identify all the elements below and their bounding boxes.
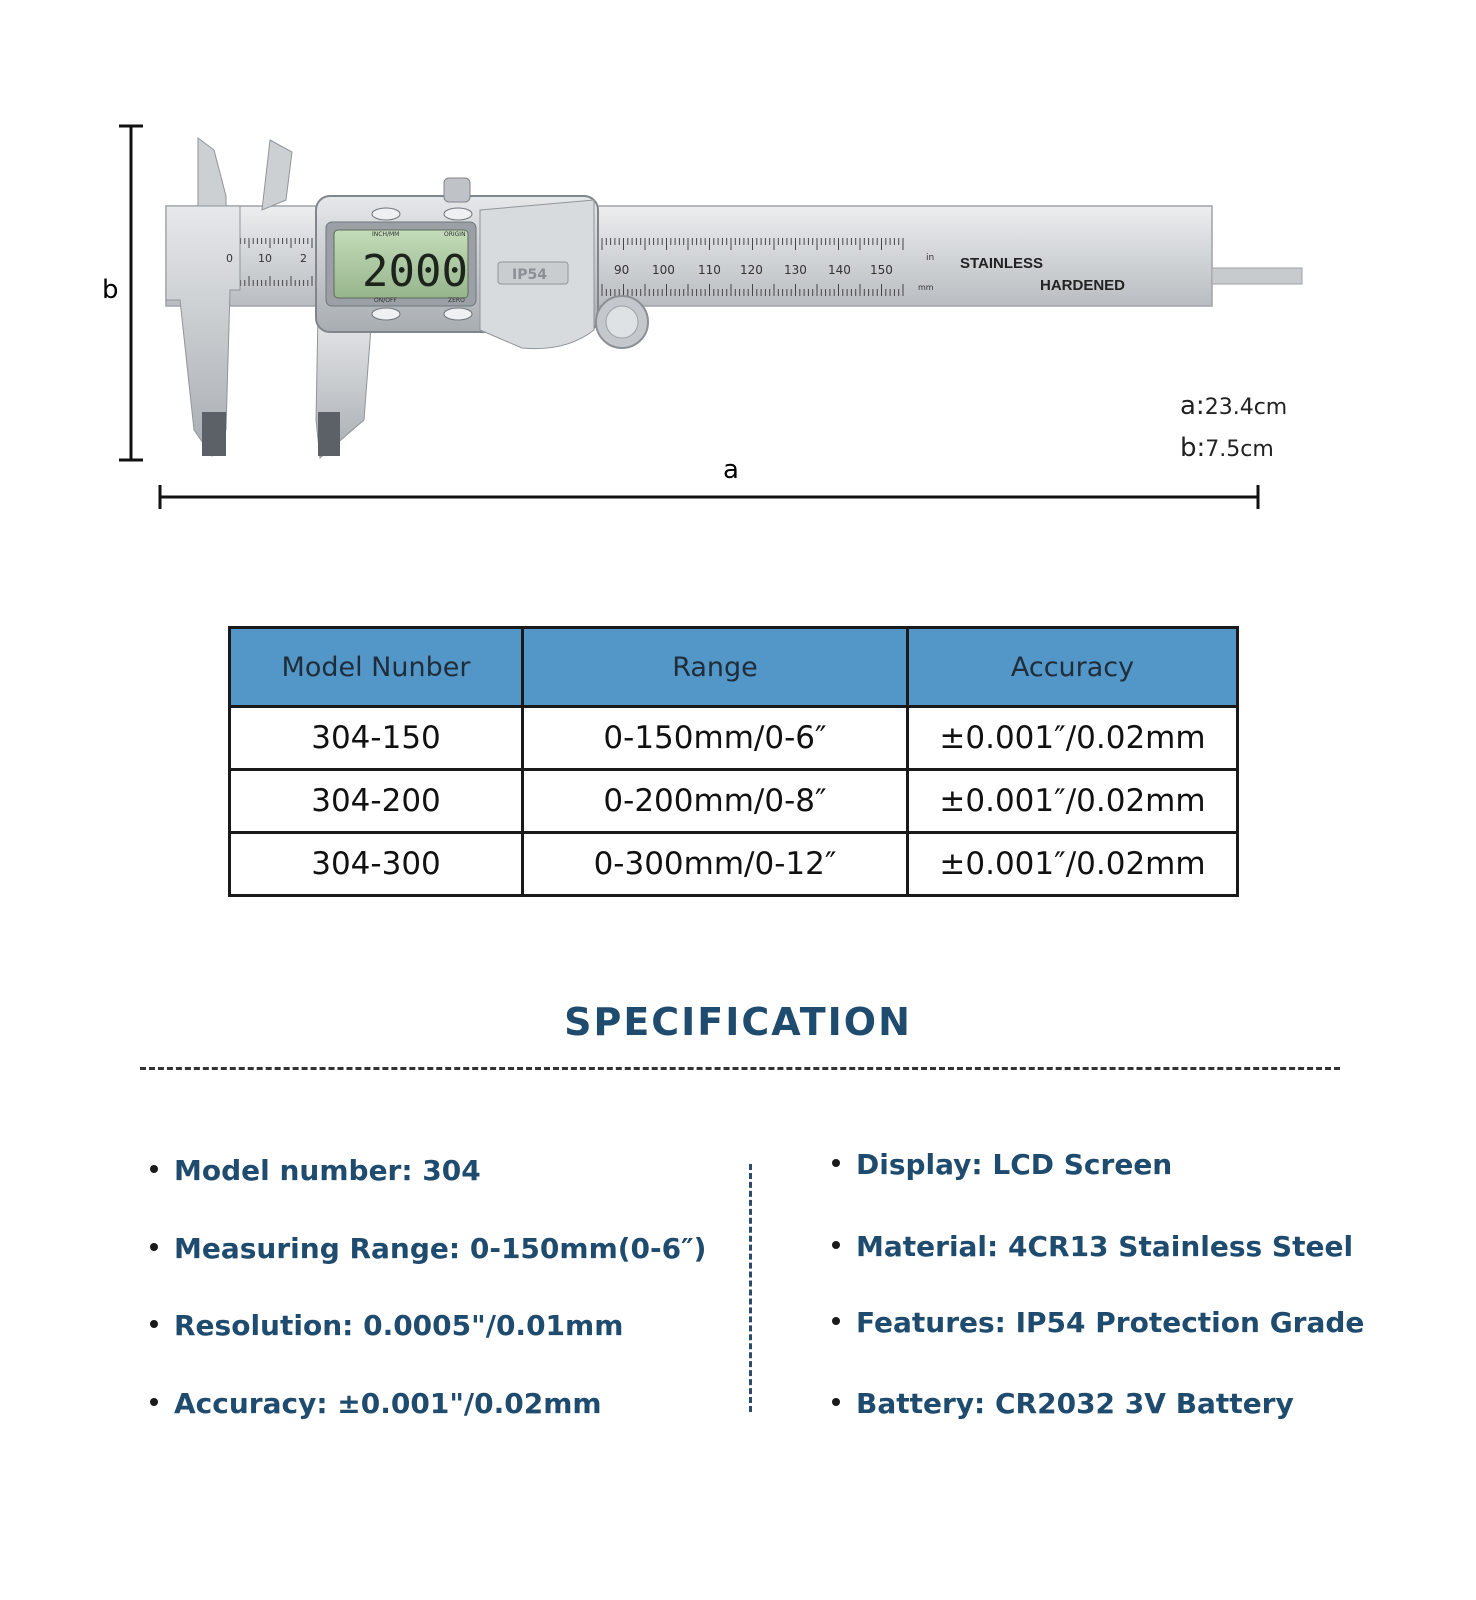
dimension-values [1180,386,1287,470]
jaw-scale-number: 0 [226,252,233,265]
spec-text: Battery: CR2032 3V Battery [856,1387,1294,1420]
bullet-icon [150,1165,158,1173]
cell-model: 304-300 [230,833,523,896]
ip54-badge: IP54 [512,267,547,283]
bullet-icon [832,1159,840,1167]
zero-label: ZERO [448,297,465,304]
jaw-scale-number: 10 [258,252,272,265]
spec-item-battery [832,1387,1294,1420]
on-off-button[interactable] [372,308,400,320]
cell-range: 0-150mm/0-6″ [523,707,908,770]
spec-text: Features: IP54 Protection Grade [856,1306,1365,1339]
spec-item-material [832,1230,1353,1263]
scale-number: 130 [784,263,807,277]
scale-number: 110 [698,263,721,277]
table-row [230,707,1238,770]
cell-model: 304-200 [230,770,523,833]
cell-accuracy: ±0.001″/0.02mm [908,707,1238,770]
scale-number: 150 [870,263,893,277]
specification-title: SPECIFICATION [564,1000,912,1044]
table-header-row [230,628,1238,707]
spec-text: Model number: 304 [174,1154,481,1187]
spec-text: Display: LCD Screen [856,1148,1173,1181]
spec-text: Accuracy: ±0.001"/0.02mm [174,1387,602,1420]
inch-mm-button[interactable] [372,208,400,220]
scale-number: 140 [828,263,851,277]
cell-range: 0-200mm/0-8″ [523,770,908,833]
dimension-a-key: a: [1180,391,1205,421]
dimension-b [1180,428,1287,470]
header-accuracy: Accuracy [908,628,1238,707]
height-dimension-line [119,126,143,460]
bullet-icon [832,1398,840,1406]
dimension-b-value: 7.5cm [1205,437,1274,462]
cell-range: 0-300mm/0-12″ [523,833,908,896]
scale-number: 100 [652,263,675,277]
table-row [230,833,1238,896]
unit-in-label: in [926,253,935,263]
bullet-icon [832,1317,840,1325]
width-dimension-line [160,485,1258,509]
cell-accuracy: ±0.001″/0.02mm [908,770,1238,833]
spec-item-accuracy [150,1387,602,1420]
lcd-reading: 2000 [362,246,468,297]
dashed-divider [140,1067,1340,1070]
jaw-scale-number: 2 [300,252,307,265]
header-model-number: Model Nunber [230,628,523,707]
spec-item-display [832,1148,1172,1181]
spec-text: Measuring Range: 0-150mm(0-6″) [174,1232,707,1265]
dimension-a-value: 23.4cm [1204,395,1288,420]
unit-mm-label: mm [918,283,934,292]
dimension-a [1180,386,1287,428]
caliper-figure [0,0,1476,540]
cell-model: 304-150 [230,707,523,770]
on-off-label: ON/OFF [374,297,397,304]
scale-number: 120 [740,263,763,277]
vertical-dashed-divider [749,1164,752,1412]
spec-text: Material: 4CR13 Stainless Steel [856,1230,1354,1263]
bullet-icon [150,1398,158,1406]
header-range: Range [523,628,908,707]
cell-accuracy: ±0.001″/0.02mm [908,833,1238,896]
bullet-icon [150,1320,158,1328]
spec-item-resolution [150,1309,623,1342]
zero-button[interactable] [444,308,472,320]
spec-item-model-number [150,1154,481,1187]
table-row [230,770,1238,833]
spec-item-measuring-range [150,1232,706,1265]
dimension-b-key: b: [1180,433,1206,463]
origin-button[interactable] [444,208,472,220]
spec-item-features [832,1306,1364,1339]
inch-mm-label: INCH/MM [372,231,400,238]
height-label: b [102,275,119,305]
spec-text: Resolution: 0.0005"/0.01mm [174,1309,624,1342]
hardened-engraving: HARDENED [1040,277,1126,294]
scale-number: 90 [614,263,630,277]
width-label: a [723,455,739,485]
bullet-icon [150,1243,158,1251]
bullet-icon [832,1241,840,1249]
fixed-jaw [166,138,240,456]
stainless-engraving: STAINLESS [960,255,1044,272]
model-table [228,626,1239,897]
origin-label: ORIGIN [444,231,466,238]
